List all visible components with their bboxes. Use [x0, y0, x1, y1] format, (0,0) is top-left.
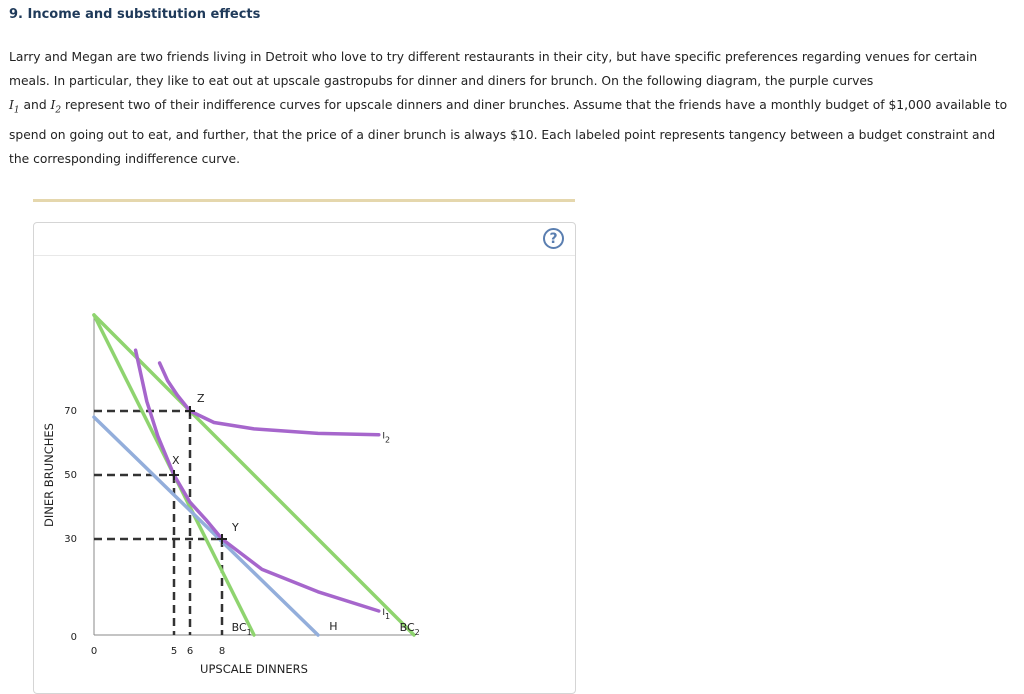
question-text-part1: Larry and Megan are two friends living in Detroit who love to try different restaurants in their city, but have specific preferences regarding venues for certain meals. In particular, they like to eat out at upscale gastropubs for dinner and diners for brunch. On the following diagram, the purple curves — [9, 50, 978, 89]
point-label-y: Y — [232, 521, 239, 534]
line-h — [94, 417, 318, 635]
help-icon[interactable]: ? — [543, 228, 564, 249]
label-i1: I1 — [382, 608, 391, 621]
y-tick-70: 70 — [64, 406, 77, 417]
line-bc2 — [94, 315, 414, 635]
i1-symbol: $I_1$ — [9, 98, 20, 116]
y-axis-label: DINER BRUNCHES — [42, 423, 56, 527]
x-tick-5: 5 — [170, 646, 178, 657]
x-tick-6: 6 — [186, 646, 194, 657]
question-and: and — [19, 98, 51, 113]
question-title: 9. Income and substitution effects — [9, 7, 261, 22]
y-tick-0: 0 — [70, 632, 77, 643]
y-tick-30: 30 — [64, 534, 77, 545]
i2-symbol: $I_2$ — [50, 98, 62, 116]
curve-i2 — [160, 363, 379, 435]
graph-panel — [33, 222, 576, 694]
x-axis-label: UPSCALE DINNERS — [200, 662, 308, 676]
label-i2: I2 — [382, 431, 391, 445]
x-tick-0: 0 — [90, 646, 98, 657]
label-h: H — [329, 620, 338, 633]
question-text — [9, 45, 1009, 171]
point-label-x: X — [172, 454, 180, 467]
label-bc2: $BC_2$ — [399, 621, 420, 637]
label-bc1: $BC_1$ — [231, 621, 252, 637]
y-tick-50: 50 — [64, 470, 77, 481]
question-text-part2: represent two of their indifference curves for upscale dinners and diner brunches. Assume that the friends have a monthly budget of $1,000 available to spend on going out to eat, and further, that the price of a diner brunch is always $10. Each labeled point represents tangency between a budget constraint and the corresponding indifference curve. — [9, 98, 1008, 167]
chart — [34, 223, 575, 683]
divider — [33, 199, 575, 202]
point-label-z: Z — [197, 392, 205, 405]
x-tick-8: 8 — [218, 646, 226, 657]
